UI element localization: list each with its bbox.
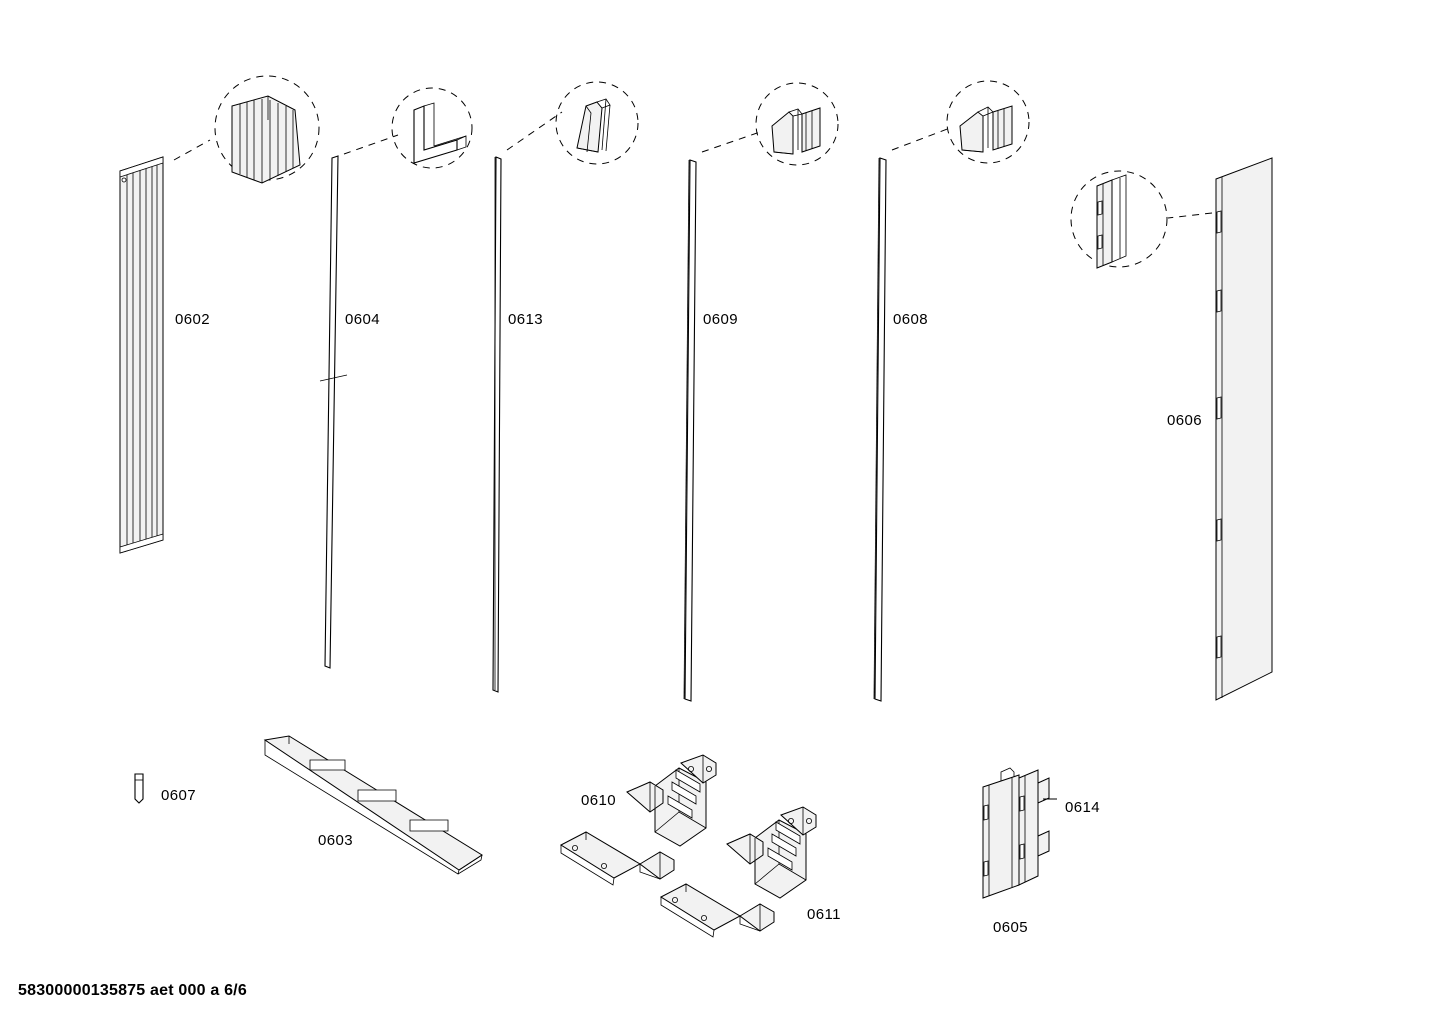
part-0606-graphic [1216, 158, 1272, 700]
part-label-0609: 0609 [703, 311, 738, 328]
part-label-0611: 0611 [807, 906, 841, 923]
part-0613-graphic [493, 157, 501, 692]
detail-0604 [344, 88, 472, 168]
part-0610-graphic [561, 755, 716, 885]
detail-0602 [174, 76, 319, 183]
part-0604-graphic [320, 156, 347, 668]
detail-0608 [892, 81, 1029, 163]
part-label-0606: 0606 [1167, 412, 1202, 429]
sheet-footer: 58300000135875 aet 000 a 6/6 [18, 982, 247, 999]
part-0607-graphic [135, 774, 143, 803]
part-label-0607: 0607 [161, 787, 196, 804]
part-0605-graphic [983, 775, 1019, 898]
part-label-0604: 0604 [345, 311, 380, 328]
part-label-0610: 0610 [581, 792, 616, 809]
part-label-0608: 0608 [893, 311, 928, 328]
part-label-0614: 0614 [1065, 799, 1100, 816]
detail-0606 [1071, 171, 1212, 268]
part-label-0613: 0613 [508, 311, 543, 328]
detail-0609 [702, 83, 838, 165]
detail-0613 [507, 82, 638, 164]
part-0602-graphic [120, 157, 163, 553]
part-label-0605: 0605 [993, 919, 1028, 936]
part-0608-graphic [874, 158, 886, 701]
part-label-0602: 0602 [175, 311, 210, 328]
part-0609-graphic [684, 160, 696, 701]
part-label-0603: 0603 [318, 832, 353, 849]
part-0603-graphic [265, 736, 482, 874]
